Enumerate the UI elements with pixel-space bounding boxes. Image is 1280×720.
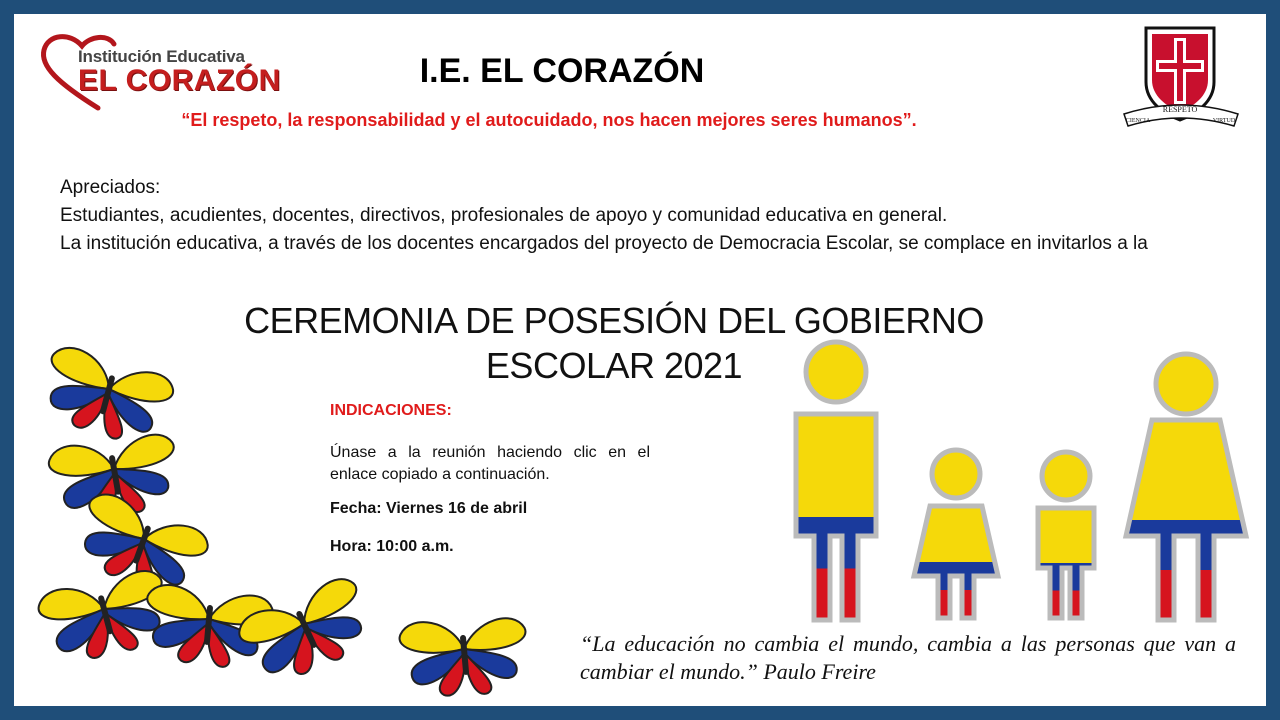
logo-text-institution: Institución Educativa: [78, 47, 245, 66]
greeting: Apreciados:: [60, 177, 161, 198]
crest-left-text: CIENCIA: [1125, 118, 1151, 124]
indications-title: INDICACIONES:: [330, 402, 452, 419]
boy-figure-icon: [1038, 452, 1094, 618]
indications-body: Únase a la reunión haciendo clic en el enlace copiado a continuación.: [330, 444, 650, 483]
logo-text-name: EL CORAZÓN: [78, 64, 281, 97]
intro-paragraph: La institución educativa, a través de los docentes encargados del proyecto de Democracia Escolar, se complace en invitarlos a la: [60, 233, 1148, 254]
colombian-butterflies-illustration: [24, 334, 544, 706]
slide: [14, 14, 1266, 706]
paulo-freire-quote: “La educación no cambia el mundo, cambia a las personas que van a cambiar el mundo.” Paulo Freire: [580, 631, 1236, 684]
motto: “El respeto, la responsabilidad y el autocuidado, nos hacen mejores seres humanos”.: [181, 110, 917, 130]
crest-right-text: VIRTUD: [1212, 118, 1236, 124]
event-date: Fecha: Viernes 16 de abril: [330, 500, 528, 517]
crest-banner-text: RESPETO: [1162, 105, 1198, 114]
event-time: Hora: 10:00 a.m.: [330, 538, 454, 555]
audience: Estudiantes, acudientes, docentes, directivos, profesionales de apoyo y comunidad educativa en general.: [60, 205, 948, 226]
woman-figure-icon: [1126, 354, 1246, 620]
colombian-family-illustration: [766, 336, 1256, 626]
page-title: I.E. EL CORAZÓN: [419, 52, 705, 90]
invitation-text: [60, 174, 1232, 258]
school-crest-icon: [1116, 22, 1246, 134]
man-figure-icon: [796, 342, 876, 620]
event-title-line2: ESCOLAR 2021: [485, 345, 743, 386]
event-title-line1: CEREMONIA DE POSESIÓN DEL GOBIERNO: [244, 300, 984, 341]
girl-figure-icon: [914, 450, 998, 618]
